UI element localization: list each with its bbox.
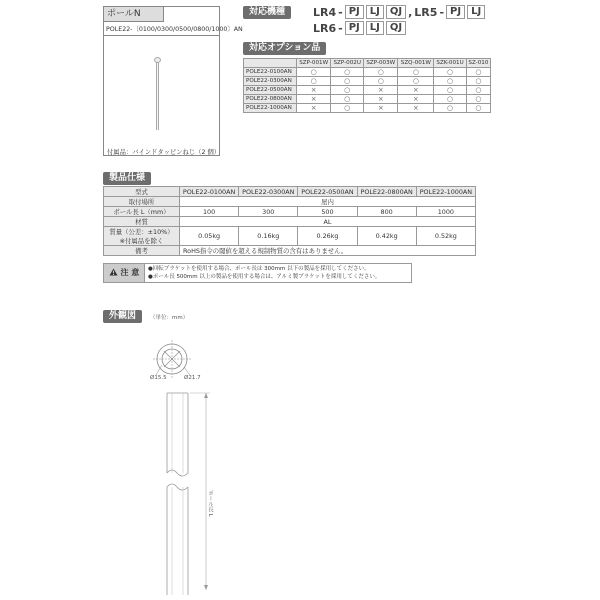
caution-text-label: 注 意	[120, 268, 140, 277]
mark-cell: ○	[364, 68, 398, 77]
corner-cell	[244, 59, 297, 68]
value-cell: 1000	[416, 207, 475, 217]
col-header: SZP-001W	[297, 59, 331, 68]
mark-cell: ○	[331, 86, 364, 95]
mark-cell: ○	[331, 95, 364, 104]
pole-length-label: ポール長 L	[207, 490, 213, 517]
caution-label	[104, 264, 145, 282]
options-table	[243, 58, 491, 113]
table-row	[104, 197, 476, 207]
mark-cell: ×	[398, 104, 434, 113]
row-header: 取付場所	[104, 197, 180, 207]
mark-cell: ×	[364, 104, 398, 113]
compatible-row-1	[313, 5, 485, 19]
sep: -	[439, 5, 445, 19]
sep: -	[338, 21, 343, 35]
model-cell: POLE22-0800AN	[357, 187, 416, 197]
mark-cell: ○	[466, 68, 490, 77]
model-cell: POLE22-0100AN	[180, 187, 239, 197]
options-header: 対応オプション品	[243, 42, 326, 55]
model-opt: LJ	[366, 21, 384, 35]
mark-cell: ×	[297, 86, 331, 95]
mass-label: 質量（公差：±10%）	[109, 228, 174, 236]
compatible-row-2	[313, 21, 406, 35]
mark-cell: ○	[331, 77, 364, 86]
sep: -	[338, 5, 343, 19]
model-opt: LJ	[366, 5, 384, 19]
divider	[104, 35, 219, 36]
mark-cell: ○	[466, 95, 490, 104]
row-header	[104, 227, 180, 246]
model-opt: LJ	[467, 5, 485, 19]
model-opt: QJ	[386, 5, 406, 19]
series-lr5: LR5	[414, 5, 438, 19]
value-cell: 0.52kg	[416, 227, 475, 246]
row-header: POLE22-1000AN	[244, 104, 297, 113]
col-header: SZ-010	[466, 59, 490, 68]
col-header: SZK-001U	[434, 59, 467, 68]
mark-cell: ○	[466, 104, 490, 113]
mark-cell: ○	[364, 77, 398, 86]
value-cell: AL	[180, 217, 476, 227]
row-header: POLE22-0300AN	[244, 77, 297, 86]
table-row	[244, 68, 491, 77]
table-row	[104, 207, 476, 217]
row-header: POLE22-0100AN	[244, 68, 297, 77]
model-cell: POLE22-1000AN	[416, 187, 475, 197]
mark-cell: ○	[434, 95, 467, 104]
model-opt: QJ	[386, 21, 406, 35]
series-lr6: LR6	[313, 21, 337, 35]
value-cell: 屋内	[180, 197, 476, 207]
table-row	[104, 217, 476, 227]
drawing-header: 外観図	[103, 310, 142, 323]
value-cell: 100	[180, 207, 239, 217]
mark-cell: ×	[297, 104, 331, 113]
table-row	[104, 187, 476, 197]
value-cell: 0.42kg	[357, 227, 416, 246]
caution-line: ●回転ブラケットを使用する場合、ポール長は 300mm 以下の製品を採用してください。	[148, 266, 370, 272]
table-row	[104, 246, 476, 256]
mark-cell: ○	[398, 68, 434, 77]
spec-table	[103, 186, 476, 256]
row-header: 備考	[104, 246, 180, 256]
row-header: 型式	[104, 187, 180, 197]
mark-cell: ×	[398, 95, 434, 104]
unit-label: （単位：mm）	[150, 315, 189, 321]
table-row	[244, 95, 491, 104]
product-name: ポールN	[104, 7, 164, 22]
value-cell: 0.16kg	[239, 227, 298, 246]
row-header: 材質	[104, 217, 180, 227]
col-header: SZP-002U	[331, 59, 364, 68]
mark-cell: ○	[434, 104, 467, 113]
mass-note: ※付属品を除く	[119, 237, 164, 245]
model-cell: POLE22-0500AN	[298, 187, 357, 197]
mark-cell: ○	[331, 104, 364, 113]
model-opt: PJ	[345, 5, 364, 19]
value-cell: 0.05kg	[180, 227, 239, 246]
caution-line: ●ポール長 500mm 以上の製品を使用する場合は、アルミ製ブラケットを採用してください。	[148, 274, 381, 280]
row-header: POLE22-0800AN	[244, 95, 297, 104]
mark-cell: ○	[434, 77, 467, 86]
mark-cell: ×	[398, 86, 434, 95]
mark-cell: ○	[466, 86, 490, 95]
mark-cell: ○	[434, 86, 467, 95]
value-cell: 0.26kg	[298, 227, 357, 246]
product-box	[103, 6, 243, 156]
col-header: SZQ-001W	[398, 59, 434, 68]
mark-cell: ×	[364, 86, 398, 95]
caution-lines	[148, 265, 380, 281]
value-cell: 800	[357, 207, 416, 217]
series-lr4: LR4	[313, 5, 337, 19]
accessory-text: 付属品：バインドタッピンねじ（2 個）	[107, 149, 221, 156]
warning-icon	[109, 268, 118, 276]
table-row	[244, 77, 491, 86]
row-header: POLE22-0500AN	[244, 86, 297, 95]
comma: ,	[408, 5, 413, 19]
dim-right: Ø21.7	[184, 375, 201, 381]
product-model: POLE22-〔0100/0300/0500/0800/1000〕AN	[106, 26, 243, 33]
spec-header: 製品仕様	[103, 172, 151, 185]
mark-cell: ○	[434, 68, 467, 77]
value-cell: RoHS指令の閾値を超える規制物質の含有はありません。	[180, 246, 476, 256]
dim-left: Ø15.5	[150, 375, 167, 381]
table-row	[244, 86, 491, 95]
value-cell: 500	[298, 207, 357, 217]
table-row	[244, 104, 491, 113]
mark-cell: ○	[331, 68, 364, 77]
mark-cell: ×	[297, 95, 331, 104]
pole-illustration	[156, 62, 159, 130]
row-header: ポール長 L（mm）	[104, 207, 180, 217]
mark-cell: ○	[466, 77, 490, 86]
model-opt: PJ	[345, 21, 364, 35]
model-opt: PJ	[446, 5, 465, 19]
mark-cell: ○	[297, 68, 331, 77]
col-header: SZP-003W	[364, 59, 398, 68]
compatible-header: 対応機種	[243, 6, 291, 19]
table-row	[104, 227, 476, 246]
mark-cell: ×	[364, 95, 398, 104]
mark-cell: ○	[297, 77, 331, 86]
caution-box	[103, 263, 412, 283]
model-cell: POLE22-0300AN	[239, 187, 298, 197]
value-cell: 300	[239, 207, 298, 217]
mark-cell: ○	[398, 77, 434, 86]
